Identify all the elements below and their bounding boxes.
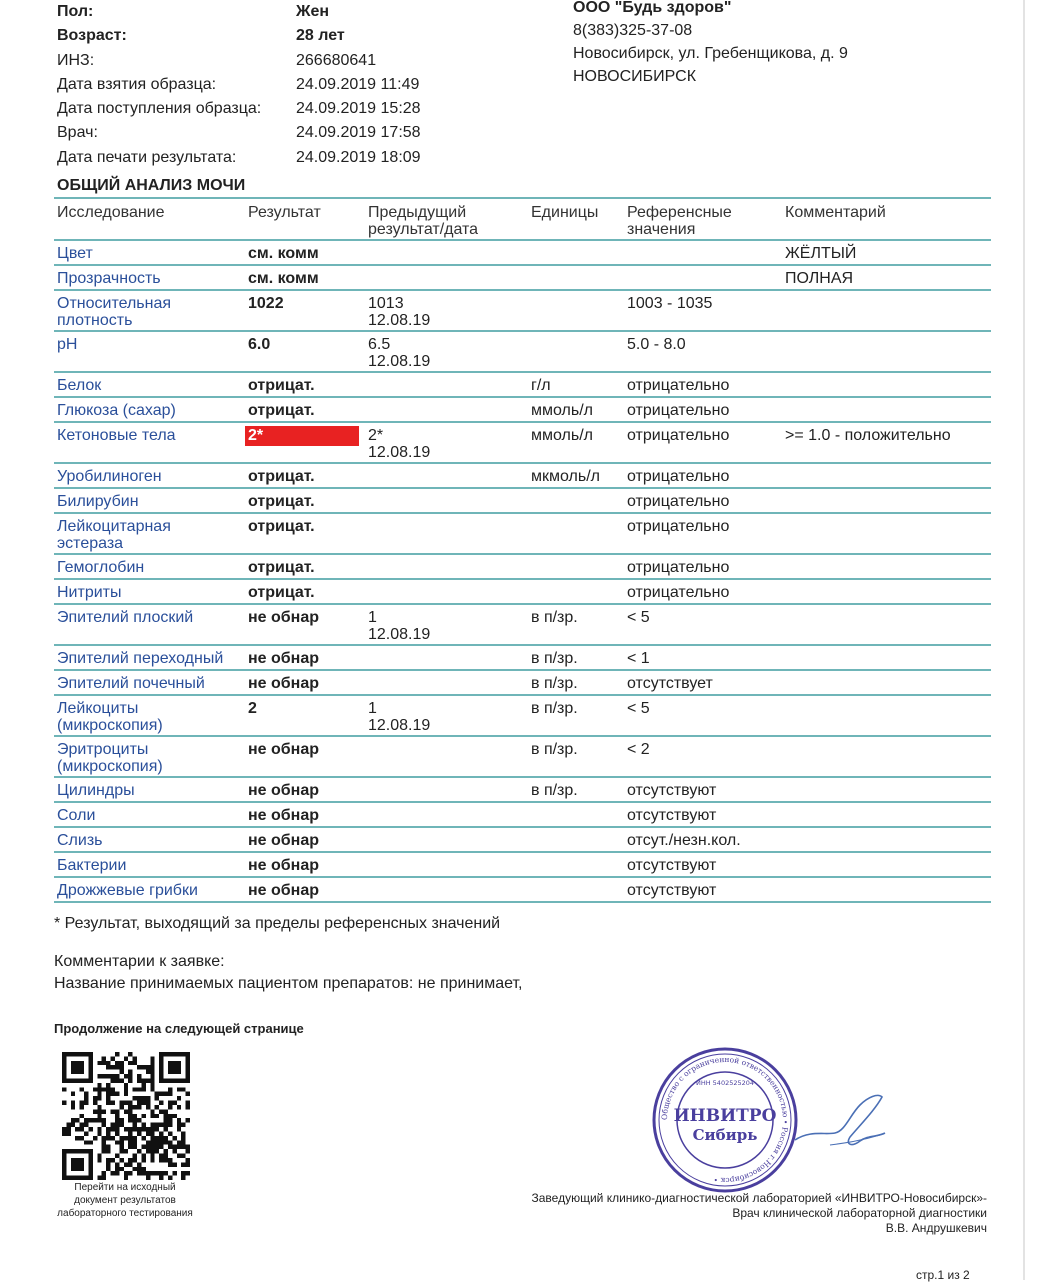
previous-date: 12.08.19 xyxy=(368,444,431,461)
clinic-phone: 8(383)325-37-08 xyxy=(573,22,693,39)
units: мкмоль/л xyxy=(531,468,600,485)
reference-range: отсутствует xyxy=(627,675,713,692)
result-value xyxy=(248,336,270,353)
test-name-line2: эстераза xyxy=(57,535,124,552)
result-text: отрицат. xyxy=(248,377,315,394)
reference-range: отрицательно xyxy=(627,493,730,510)
sample-taken-label: Дата взятия образца: xyxy=(57,75,217,93)
result-value xyxy=(248,493,315,510)
clinic-city: НОВОСИБИРСК xyxy=(573,68,697,85)
reference-range: отсутствуют xyxy=(627,882,717,899)
reference-range: < 5 xyxy=(627,700,650,717)
result-flagged: 2* xyxy=(245,426,359,446)
qr-caption xyxy=(50,1181,200,1220)
test-name xyxy=(57,336,77,353)
result-value xyxy=(248,468,315,485)
units: в п/зр. xyxy=(531,650,578,667)
units: в п/зр. xyxy=(531,741,578,758)
header-test: Исследование xyxy=(57,204,165,221)
previous-value: 6.5 xyxy=(368,336,391,353)
test-name-line1: Слизь xyxy=(57,832,103,849)
reference-range: < 5 xyxy=(627,609,650,626)
result-text: 1022 xyxy=(248,295,284,312)
table-row xyxy=(54,241,991,264)
print-date-label: Дата печати результата: xyxy=(57,148,237,166)
signer-block xyxy=(532,1191,988,1236)
result-value xyxy=(248,270,319,287)
table-row xyxy=(54,853,991,876)
test-name xyxy=(57,741,163,775)
footnote: * Результат, выходящий за пределы референсных значений xyxy=(54,915,501,932)
result-value xyxy=(248,245,319,262)
table-row xyxy=(54,291,991,330)
comment: ПОЛНАЯ xyxy=(785,270,854,287)
test-name-line1: Нитриты xyxy=(57,584,122,601)
result-value xyxy=(248,518,315,535)
table-row xyxy=(54,646,991,669)
test-name-line1: Глюкоза (сахар) xyxy=(57,402,176,419)
reference-range: отрицательно xyxy=(627,468,730,485)
result-value xyxy=(248,377,315,394)
result-value xyxy=(248,650,319,667)
stamp-title: ИНВИТРО xyxy=(673,1106,777,1126)
reference-range: отсутствуют xyxy=(627,857,717,874)
table-row xyxy=(54,878,991,901)
result-value xyxy=(248,782,319,799)
units: в п/зр. xyxy=(531,700,578,717)
units: в п/зр. xyxy=(531,609,578,626)
header-reference-line1: Референсные xyxy=(627,204,732,221)
previous-result xyxy=(368,427,430,461)
test-name xyxy=(57,807,95,824)
test-name xyxy=(57,270,161,287)
reference-range: 1003 - 1035 xyxy=(627,295,713,312)
result-text: не обнар xyxy=(248,832,319,849)
table-row xyxy=(54,555,991,578)
result-value xyxy=(248,741,319,758)
result-text: не обнар xyxy=(248,609,319,626)
result-text: отрицат. xyxy=(248,518,315,535)
test-name xyxy=(57,882,198,899)
comment: >= 1.0 - положительно xyxy=(785,427,951,444)
result-text: отрицат. xyxy=(248,559,315,576)
continued-label: Продолжение на следующей странице xyxy=(54,1021,304,1036)
result-text: отрицат. xyxy=(248,493,315,510)
test-name-line1: Уробилиноген xyxy=(57,468,162,485)
result-text: 6.0 xyxy=(248,336,271,353)
table-body xyxy=(54,241,991,903)
previous-result xyxy=(368,609,430,643)
reference-range: отсутствуют xyxy=(627,782,717,799)
signer-line2: Врач клинической лабораторной диагностики xyxy=(732,1206,987,1220)
stamp-ring-text: Общество с ограниченной ответственностью • Россия г.Новосибирск • xyxy=(659,1054,791,1186)
test-name-line1: Эпителий почечный xyxy=(57,675,205,692)
test-name xyxy=(57,675,205,692)
test-name-line1: Эпителий переходный xyxy=(57,650,224,667)
result-text: отрицат. xyxy=(248,402,315,419)
table-row xyxy=(54,514,991,553)
previous-value: 1013 xyxy=(368,295,404,312)
reference-range: отсутствуют xyxy=(627,807,717,824)
sex-label: Пол: xyxy=(57,3,94,20)
table-row xyxy=(54,803,991,826)
qr-caption-line3: лабораторного тестирования xyxy=(57,1208,193,1219)
test-name-line1: Кетоновые тела xyxy=(57,427,176,444)
test-name-line2: (микроскопия) xyxy=(57,717,163,734)
test-name-line1: Цилиндры xyxy=(57,782,135,799)
result-text: см. комм xyxy=(248,245,319,262)
doctor-label: Врач: xyxy=(57,124,98,142)
reference-range: < 1 xyxy=(627,650,650,667)
test-name-line1: Дрожжевые грибки xyxy=(57,882,198,899)
result-value xyxy=(248,857,319,874)
doctor-value: 24.09.2019 17:58 xyxy=(296,124,421,142)
test-name xyxy=(57,493,139,510)
header-reference xyxy=(627,204,732,238)
units: в п/зр. xyxy=(531,675,578,692)
test-name-line1: Соли xyxy=(57,807,96,824)
results-table xyxy=(54,197,991,903)
result-value xyxy=(248,402,315,419)
test-name-line1: Бактерии xyxy=(57,857,127,874)
test-name xyxy=(57,782,135,799)
header-previous-line2: результат/дата xyxy=(368,221,479,238)
sample-received-value: 24.09.2019 15:28 xyxy=(296,100,421,118)
test-name-line1: Билирубин xyxy=(57,493,139,510)
previous-result xyxy=(368,336,430,370)
signature xyxy=(790,1085,890,1165)
signer-name: В.В. Андрушкевич xyxy=(885,1221,987,1235)
table-row xyxy=(54,373,991,396)
clinic-info xyxy=(573,0,848,88)
test-name xyxy=(57,295,171,329)
test-name-line1: Прозрачность xyxy=(57,270,161,287)
test-name xyxy=(57,402,176,419)
previous-date: 12.08.19 xyxy=(368,626,431,643)
reference-range: отрицательно xyxy=(627,518,730,535)
result-text: не обнар xyxy=(248,782,319,799)
test-name xyxy=(57,584,121,601)
header-previous-line1: Предыдущий xyxy=(368,204,467,221)
section-title: ОБЩИЙ АНАЛИЗ МОЧИ xyxy=(57,177,246,194)
result-value xyxy=(248,427,359,446)
order-comments xyxy=(54,951,522,995)
result-value xyxy=(248,807,319,824)
previous-date: 12.08.19 xyxy=(368,312,431,329)
result-value xyxy=(248,609,319,626)
result-value xyxy=(248,700,257,717)
result-text: не обнар xyxy=(248,675,319,692)
comments-text: Название принимаемых пациентом препаратов: не принимает, xyxy=(54,975,523,992)
result-value xyxy=(248,675,319,692)
test-name-line1: Цвет xyxy=(57,245,93,262)
reference-range: отрицательно xyxy=(627,584,730,601)
result-text: отрицат. xyxy=(248,468,315,485)
table-row xyxy=(54,737,991,776)
previous-result xyxy=(368,295,430,329)
sex-value: Жен xyxy=(296,3,330,20)
signer-line1: Заведующий клинико-диагностической лабораторией «ИНВИТРО-Новосибирск»- xyxy=(531,1191,987,1205)
sample-taken-value: 24.09.2019 11:49 xyxy=(296,75,420,93)
previous-value: 2* xyxy=(368,427,384,444)
reference-range: < 2 xyxy=(627,741,650,758)
table-row xyxy=(54,489,991,512)
qr-caption-line2: документ результатов xyxy=(74,1195,176,1206)
test-name xyxy=(57,377,101,394)
result-text: не обнар xyxy=(248,807,319,824)
result-text: не обнар xyxy=(248,650,319,667)
test-name xyxy=(57,650,223,667)
previous-date: 12.08.19 xyxy=(368,353,431,370)
test-name xyxy=(57,468,162,485)
test-name xyxy=(57,832,103,849)
table-row xyxy=(54,266,991,289)
units: г/л xyxy=(531,377,551,394)
table-row xyxy=(54,580,991,603)
previous-date: 12.08.19 xyxy=(368,717,431,734)
result-value xyxy=(248,295,284,312)
result-text: см. комм xyxy=(248,270,319,287)
age-label: Возраст: xyxy=(57,27,127,45)
test-name xyxy=(57,518,171,552)
table-row xyxy=(54,696,991,735)
page-number: стр.1 из 2 xyxy=(916,1268,970,1282)
test-name-line1: Эритроциты xyxy=(57,741,149,758)
test-name-line2: плотность xyxy=(57,312,133,329)
comment: ЖЁЛТЫЙ xyxy=(785,245,857,262)
reference-range: отрицательно xyxy=(627,402,730,419)
table-row xyxy=(54,828,991,851)
previous-value: 1 xyxy=(368,609,377,626)
qr-caption-line1: Перейти на исходный xyxy=(74,1182,176,1193)
test-name-line1: Относительная xyxy=(57,295,172,312)
test-name-line1: pH xyxy=(57,336,78,353)
result-text: не обнар xyxy=(248,741,319,758)
table-row xyxy=(54,778,991,801)
test-name xyxy=(57,609,193,626)
table-row xyxy=(54,332,991,371)
table-row xyxy=(54,671,991,694)
age-value: 28 лет xyxy=(296,27,345,45)
inz-value: 266680641 xyxy=(296,51,377,69)
header-comment: Комментарий xyxy=(785,204,886,221)
clinic-name: ООО "Будь здоров" xyxy=(573,0,732,16)
reference-range: отсут./незн.кол. xyxy=(627,832,741,849)
result-text: не обнар xyxy=(248,857,319,874)
previous-result xyxy=(368,700,430,734)
test-name-line1: Эпителий плоский xyxy=(57,609,194,626)
header-units: Единицы xyxy=(531,204,599,221)
test-name-line1: Лейкоцитарная xyxy=(57,518,171,535)
print-date-value: 24.09.2019 18:09 xyxy=(296,148,421,166)
qr-code[interactable] xyxy=(62,1052,190,1180)
test-name-line1: Лейкоциты xyxy=(57,700,139,717)
result-value xyxy=(248,584,315,601)
header-result: Результат xyxy=(248,204,321,221)
table-header-row xyxy=(54,199,991,239)
reference-range: отрицательно xyxy=(627,559,730,576)
clinic-address: Новосибирск, ул. Гребенщикова, д. 9 xyxy=(573,45,848,62)
units: в п/зр. xyxy=(531,782,578,799)
table-row xyxy=(54,398,991,421)
table-row xyxy=(54,423,991,462)
result-text: отрицат. xyxy=(248,584,315,601)
table-row xyxy=(54,605,991,644)
test-name xyxy=(57,427,176,444)
inz-label: ИНЗ: xyxy=(57,51,95,69)
header-previous xyxy=(368,204,478,238)
result-value xyxy=(248,882,319,899)
units: ммоль/л xyxy=(531,402,593,419)
result-text: 2 xyxy=(248,700,257,717)
test-name xyxy=(57,700,163,734)
test-name-line2: (микроскопия) xyxy=(57,758,163,775)
reference-range: 5.0 - 8.0 xyxy=(627,336,686,353)
sample-received-label: Дата поступления образца: xyxy=(57,100,262,118)
reference-range: отрицательно xyxy=(627,377,730,394)
table-row-divider xyxy=(54,901,991,903)
comments-title: Комментарии к заявке: xyxy=(54,953,225,970)
test-name-line1: Белок xyxy=(57,377,102,394)
organization-stamp xyxy=(650,1045,800,1195)
test-name xyxy=(57,245,93,262)
stamp-inn: ИНН 5402525204 xyxy=(695,1079,755,1087)
test-name xyxy=(57,857,126,874)
header-reference-line2: значения xyxy=(627,221,696,238)
page-edge-divider xyxy=(1023,0,1025,1280)
result-text: не обнар xyxy=(248,882,319,899)
result-value xyxy=(248,559,315,576)
previous-value: 1 xyxy=(368,700,377,717)
reference-range: отрицательно xyxy=(627,427,730,444)
units: ммоль/л xyxy=(531,427,593,444)
test-name-line1: Гемоглобин xyxy=(57,559,145,576)
test-name xyxy=(57,559,144,576)
stamp-subtitle: Сибирь xyxy=(692,1126,758,1144)
result-value xyxy=(248,832,319,849)
table-row xyxy=(54,464,991,487)
